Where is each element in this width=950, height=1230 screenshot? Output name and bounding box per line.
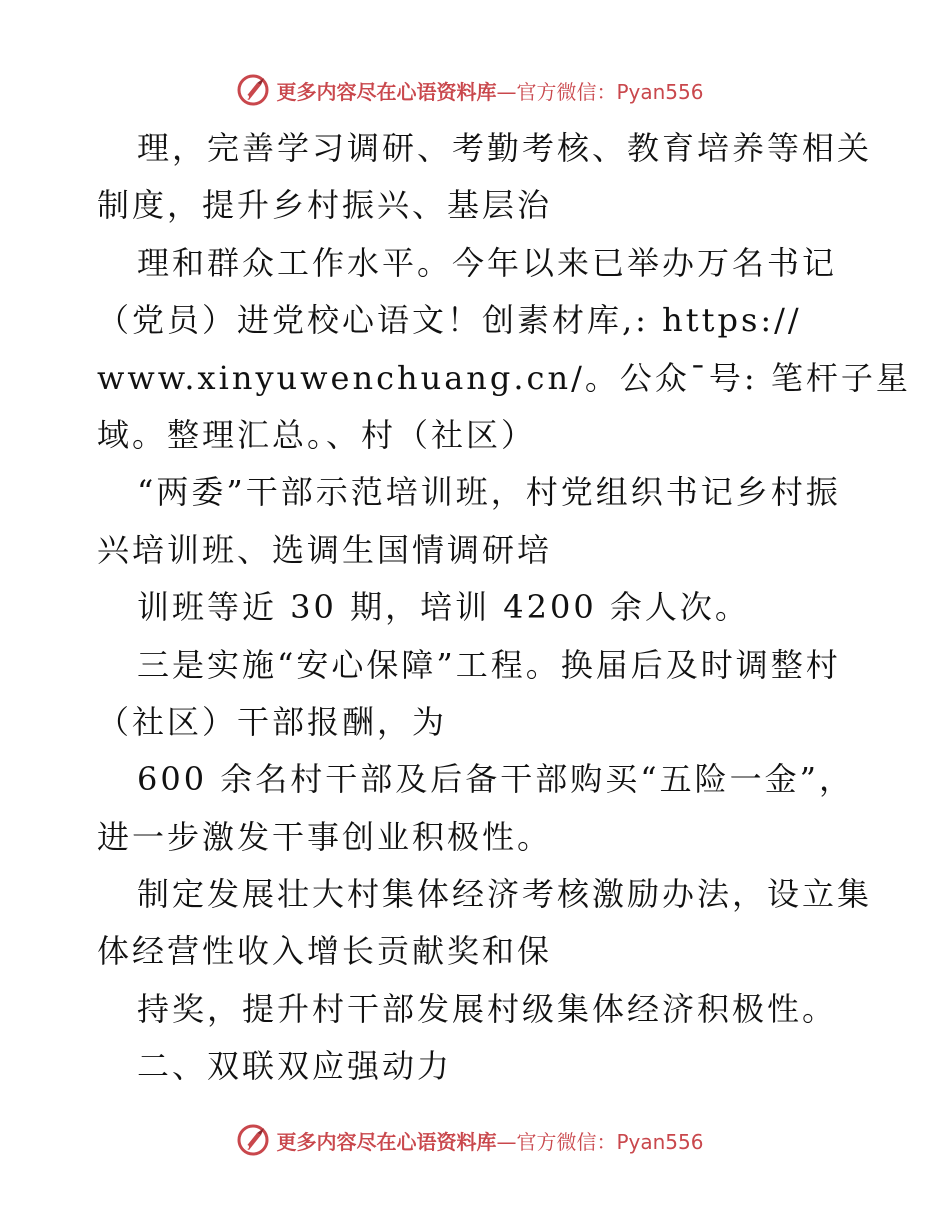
watermark-dash: — (496, 1129, 517, 1154)
text-line: 兴培训班、选调生国情调研培 (97, 530, 553, 569)
document-body (97, 120, 911, 1096)
text-line: 制度，提升乡村振兴、基层治 (97, 186, 553, 225)
text-line: （社区）干部报酬，为 (97, 702, 448, 741)
text-line: 三是实施“安心保障”工程。换届后及时调整村 (137, 645, 841, 684)
watermark-brand: 更多内容尽在心语资料库 (276, 1129, 497, 1154)
watermark-contact: 官方微信：Pyan556 (516, 79, 704, 104)
watermark-text (276, 76, 703, 105)
text-line: 域。整理汇总。、村（社区） (97, 415, 537, 454)
footer-watermark-banner (0, 1120, 950, 1160)
footer-watermark (236, 1123, 703, 1157)
header-watermark-banner (0, 70, 950, 110)
watermark-contact: 官方微信：Pyan556 (516, 1129, 704, 1154)
text-line: 进一步激发干事创业积极性。 (97, 817, 553, 856)
text-line: 理，完善学习调研、考勤考核、教育培养等相关 (137, 129, 873, 167)
text-line: 600 余名村干部及后备干部购买“五险一金”， (137, 760, 854, 799)
quill-pen-logo-icon (236, 1123, 270, 1157)
text-line: 体经营性收入增长贡献奖和保 (97, 932, 553, 971)
watermark-text (276, 1126, 703, 1155)
text-line: （党员）进党校心语文！创素材库,: https:// (97, 301, 802, 340)
text-line: 制定发展壮大村集体经济考核激励办法，设立集 (137, 875, 873, 914)
text-line: www.xinyuwenchuang.cn/。公众¯号: 笔杆子星 (97, 358, 911, 397)
text-line: 持奖，提升村干部发展村级集体经济积极性。 (137, 989, 838, 1028)
text-line: 二、双联双应强动力 (137, 1047, 453, 1086)
text-line: “两委”干部示范培训班，村党组织书记乡村振 (137, 473, 841, 512)
watermark-brand: 更多内容尽在心语资料库 (276, 79, 497, 104)
header-watermark (236, 73, 703, 107)
text-line: 训班等近 30 期，培训 4200 余人次。 (137, 588, 750, 627)
text-line: 理和群众工作水平。今年以来已举办万名书记 (137, 243, 838, 282)
quill-pen-logo-icon (236, 73, 270, 107)
watermark-dash: — (496, 79, 517, 104)
